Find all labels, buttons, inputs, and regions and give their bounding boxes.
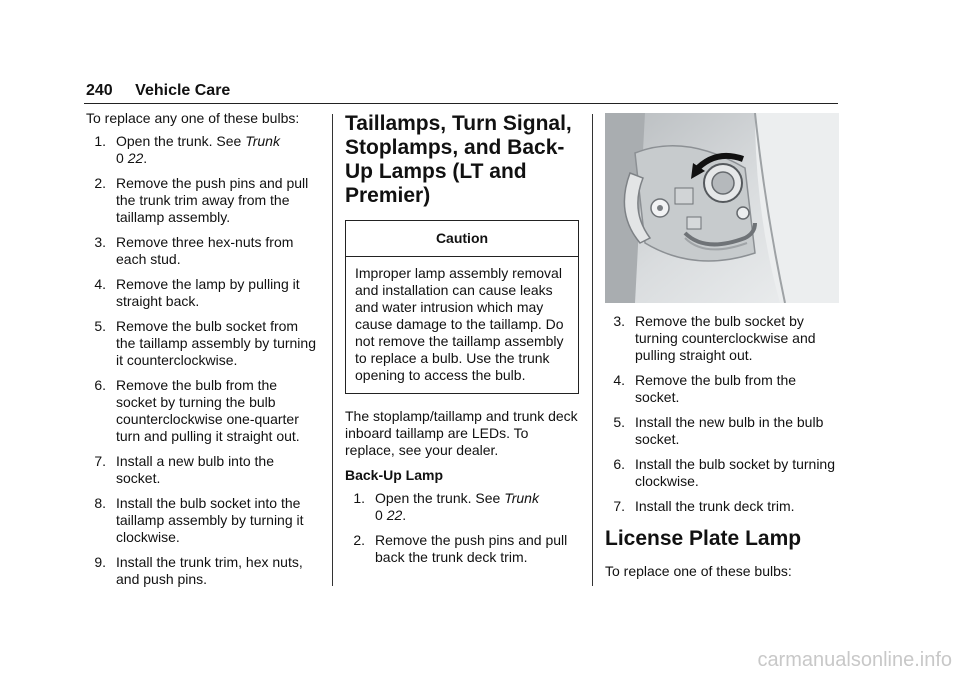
ref-text[interactable]: Trunk: [245, 133, 280, 149]
step-number: 2.: [353, 532, 365, 548]
step-text: Install the trunk trim, hex nuts, and push pins.: [116, 554, 303, 587]
step-8: [86, 495, 318, 546]
intro-text: To replace any one of these bulbs:: [86, 110, 300, 126]
step-tail: .: [143, 150, 148, 166]
section-title: Vehicle Care: [135, 82, 231, 99]
step-1: [345, 490, 579, 524]
step-3: [86, 234, 318, 268]
step-number: 4.: [613, 372, 625, 388]
step-1: [86, 133, 318, 167]
step-number: 1.: [353, 490, 365, 506]
step-2: [345, 532, 579, 566]
header-rule: [84, 103, 838, 104]
section-heading-taillamps: Taillamps, Turn Signal, Stoplamps, and Back-Up Lamps (LT and Premier): [345, 112, 572, 207]
step-number: 3.: [613, 313, 625, 329]
step-text: Remove the bulb from the socket.: [635, 372, 797, 405]
step-number: 5.: [94, 318, 106, 334]
step-number: 9.: [94, 554, 106, 570]
page-ref-icon: 0: [116, 150, 124, 166]
step-5: [605, 414, 839, 448]
step-3: [605, 313, 839, 364]
step-9: [86, 554, 318, 588]
step-text: Remove the bulb from the socket by turning the bulb counterclockwise one-quarter turn and pulling it straight out.: [116, 377, 300, 444]
page-number: 240: [86, 82, 113, 99]
step-7: [605, 498, 839, 515]
step-number: 6.: [613, 456, 625, 472]
step-text: Install the trunk deck trim.: [635, 498, 795, 514]
page-header: [86, 82, 230, 100]
page-ref-icon: 0: [375, 507, 383, 523]
step-5: [86, 318, 318, 369]
bulb-socket-photo: [605, 113, 839, 303]
step-7: [86, 453, 318, 487]
step-text: Remove the lamp by pulling it straight back.: [116, 276, 300, 309]
step-number: 7.: [94, 453, 106, 469]
step-4: [605, 372, 839, 406]
caution-body: Improper lamp assembly removal and installation can cause leaks and water intrusion which may cause damage to the taillamp. Do not remove the taillamp assembly to replace a bulb. Use the trunk opening to access the bulb.: [355, 265, 564, 383]
step-tail: .: [402, 507, 407, 523]
caution-title: Caution: [346, 221, 578, 257]
back-up-steps-continued: [605, 313, 839, 515]
step-text: Install the bulb socket into the taillamp assembly by turning it clockwise.: [116, 495, 304, 545]
step-number: 3.: [94, 234, 106, 250]
ref-page[interactable]: 22: [386, 507, 403, 523]
watermark: carmanualsonline.info: [757, 649, 952, 671]
column-divider-1: [332, 114, 333, 586]
step-text: Remove three hex-nuts from each stud.: [116, 234, 294, 267]
step-text: Install the new bulb in the bulb socket.: [635, 414, 824, 447]
column-1: [86, 110, 318, 596]
step-number: 5.: [613, 414, 625, 430]
step-number: 6.: [94, 377, 106, 393]
step-text: Open the trunk. See: [375, 490, 505, 506]
ref-text[interactable]: Trunk: [504, 490, 539, 506]
led-note: The stoplamp/taillamp and trunk deck inboard taillamp are LEDs. To replace, see your dealer.: [345, 408, 578, 458]
step-text: Install a new bulb into the socket.: [116, 453, 274, 486]
step-text: Remove the push pins and pull back the trunk deck trim.: [375, 532, 568, 565]
step-number: 8.: [94, 495, 106, 511]
ref-page[interactable]: 22: [127, 150, 144, 166]
taillamp-steps: [86, 133, 318, 588]
step-number: 2.: [94, 175, 106, 191]
section-heading-license-plate: License Plate Lamp: [605, 527, 802, 550]
step-text: Remove the bulb socket by turning counterclockwise and pulling straight out.: [635, 313, 816, 363]
step-number: 7.: [613, 498, 625, 514]
column-divider-2: [592, 114, 593, 586]
step-number: 4.: [94, 276, 106, 292]
step-number: 1.: [94, 133, 106, 149]
subheading-back-up-lamp: Back-Up Lamp: [345, 467, 444, 483]
step-text: Install the bulb socket by turning clockwise.: [635, 456, 836, 489]
step-6: [86, 377, 318, 445]
step-text: Remove the bulb socket from the taillamp assembly by turning it counterclockwise.: [116, 318, 316, 368]
step-2: [86, 175, 318, 226]
step-text: Open the trunk. See: [116, 133, 246, 149]
column-3: [605, 113, 839, 588]
column-2: [345, 110, 579, 574]
license-plate-intro: To replace one of these bulbs:: [605, 563, 792, 579]
caution-box: [345, 220, 579, 394]
step-6: [605, 456, 839, 490]
step-4: [86, 276, 318, 310]
step-text: Remove the push pins and pull the trunk trim away from the taillamp assembly.: [116, 175, 309, 225]
back-up-steps: [345, 490, 579, 566]
